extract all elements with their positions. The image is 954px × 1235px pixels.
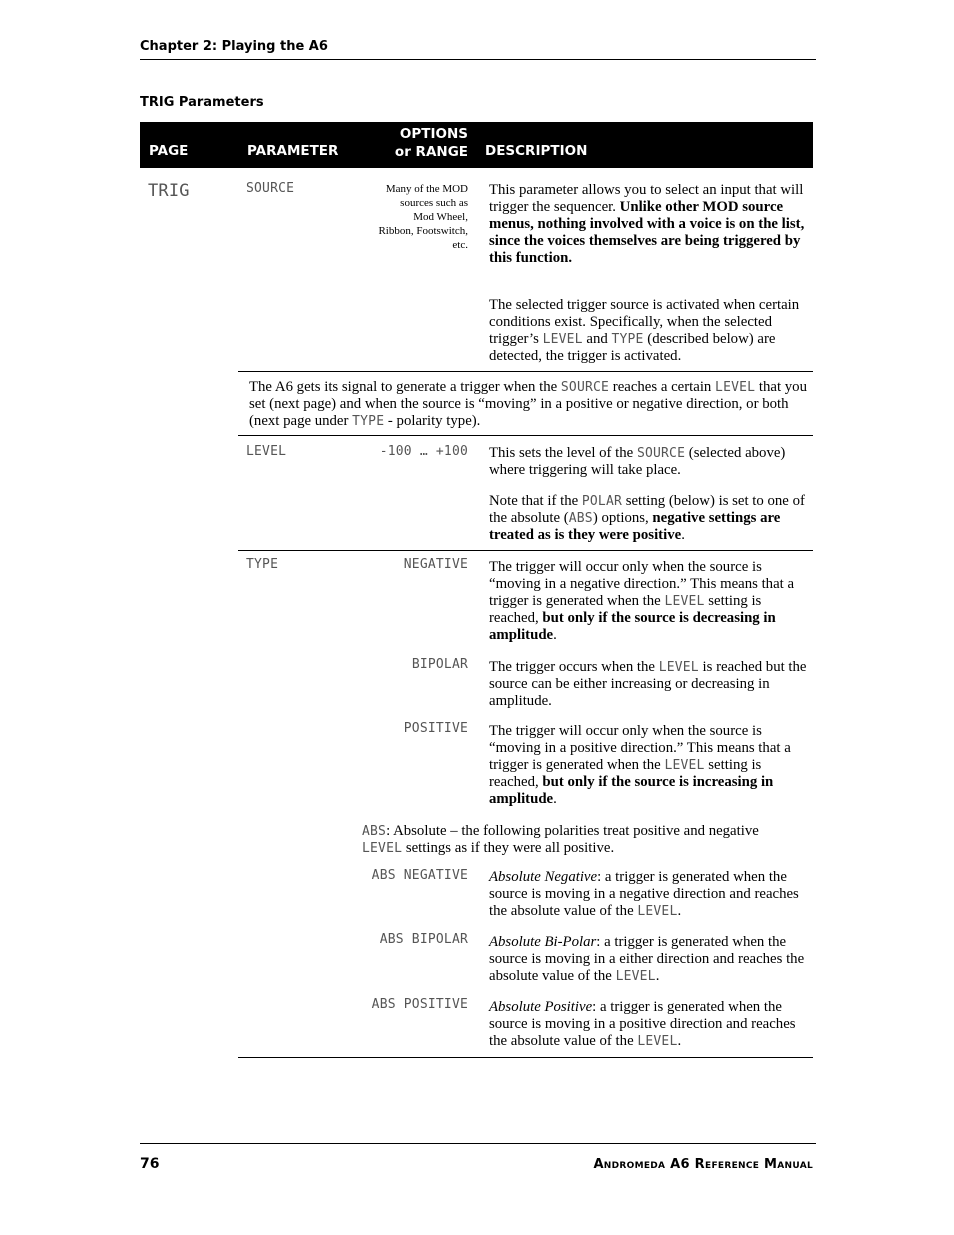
type-option-positive: POSITIVE — [403, 721, 468, 736]
source-option-line: Ribbon, Footswitch, — [378, 225, 468, 237]
source-option-line: Mod Wheel, — [413, 211, 468, 223]
type-negative-description: The trigger will occur only when the source is “moving in a negative direction.” This means that a trigger is generated when the LEVEL setting is reached, but only if the source is decreasing in amplitude. — [489, 559, 795, 643]
type-positive-description: The trigger will occur only when the source is “moving in a positive direction.” This means that a trigger is generated when the LEVEL setting is reached, but only if the source is increasing in amplitude. — [489, 723, 791, 807]
type-bipolar-description: The trigger occurs when the LEVEL is reached but the source can be either increasing or decreasing in amplitude. — [489, 659, 807, 709]
section-title: TRIG Parameters — [140, 95, 264, 110]
abs-note: ABS: Absolute – the following polarities treat positive and negative LEVEL settings as if they were all positive. — [362, 823, 759, 856]
param-level: LEVEL — [246, 444, 287, 459]
header-rule — [140, 59, 816, 60]
type-option-abs-negative: ABS NEGATIVE — [371, 868, 468, 883]
source-description-2: The selected trigger source is activated when certain conditions exist. Specifically, when the selected trigger’s LEVEL and TYPE (described below) are detected, the trigger is activated. — [489, 297, 800, 364]
type-option-abs-positive: ABS POSITIVE — [371, 997, 468, 1012]
row-divider — [238, 550, 813, 551]
trigger-overview-text: The A6 gets its signal to generate a trigger when the SOURCE reaches a certain LEVEL that you set (next page) and when the source is “moving” in a positive or negative direction, or both (next page under TYPE - polarity type). — [249, 379, 807, 429]
type-option-abs-bipolar: ABS BIPOLAR — [379, 932, 468, 947]
param-source: SOURCE — [246, 181, 295, 196]
chapter-heading: Chapter 2: Playing the A6 — [140, 39, 328, 54]
source-option-line: Many of the MOD — [385, 183, 468, 195]
manual-title: Andromeda A6 Reference Manual — [593, 1157, 813, 1172]
table-header — [140, 122, 813, 168]
table-bottom-rule — [238, 1057, 813, 1058]
type-abs-negative-description: Absolute Negative: a trigger is generated when the source is moving in a negative direction and reaches the absolute value of the LEVEL. — [489, 869, 799, 919]
row-divider — [238, 435, 813, 436]
level-range: -100 … +100 — [379, 444, 468, 459]
type-abs-bipolar-description: Absolute Bi-Polar: a trigger is generated when the source is moving in a either direction and reaches the absolute value of the LEVEL. — [489, 934, 805, 984]
type-option-bipolar: BIPOLAR — [411, 657, 468, 672]
source-option-line: sources such as — [400, 197, 468, 209]
col-description-header: DESCRIPTION — [485, 143, 588, 159]
source-description-1: This parameter allows you to select an input that will trigger the sequencer. Unlike other MOD source menus, nothing involved with a voice is on the list, since the voices themselves are being triggered by this function. — [489, 182, 805, 266]
type-abs-positive-description: Absolute Positive: a trigger is generated when the source is moving in a positive direction and reaches the absolute value of the LEVEL. — [489, 999, 796, 1049]
col-parameter-header: PARAMETER — [247, 143, 339, 159]
col-page-header: PAGE — [149, 143, 189, 159]
col-options-header-1: OPTIONS — [399, 126, 468, 142]
footer-rule — [140, 1143, 816, 1144]
row-divider — [238, 371, 813, 372]
param-type: TYPE — [246, 557, 279, 572]
source-options — [354, 182, 468, 252]
page-number: 76 — [140, 1156, 160, 1172]
source-option-line: etc. — [452, 239, 468, 251]
level-description-1: This sets the level of the SOURCE (selected above) where triggering will take place. — [489, 445, 786, 478]
page-name-trig: TRIG — [148, 181, 190, 201]
type-option-negative: NEGATIVE — [403, 557, 468, 572]
col-options-header-2: or RANGE — [394, 144, 468, 160]
level-description-2: Note that if the POLAR setting (below) is set to one of the absolute (ABS) options, negative settings are treated as is they were positive. — [489, 493, 805, 543]
